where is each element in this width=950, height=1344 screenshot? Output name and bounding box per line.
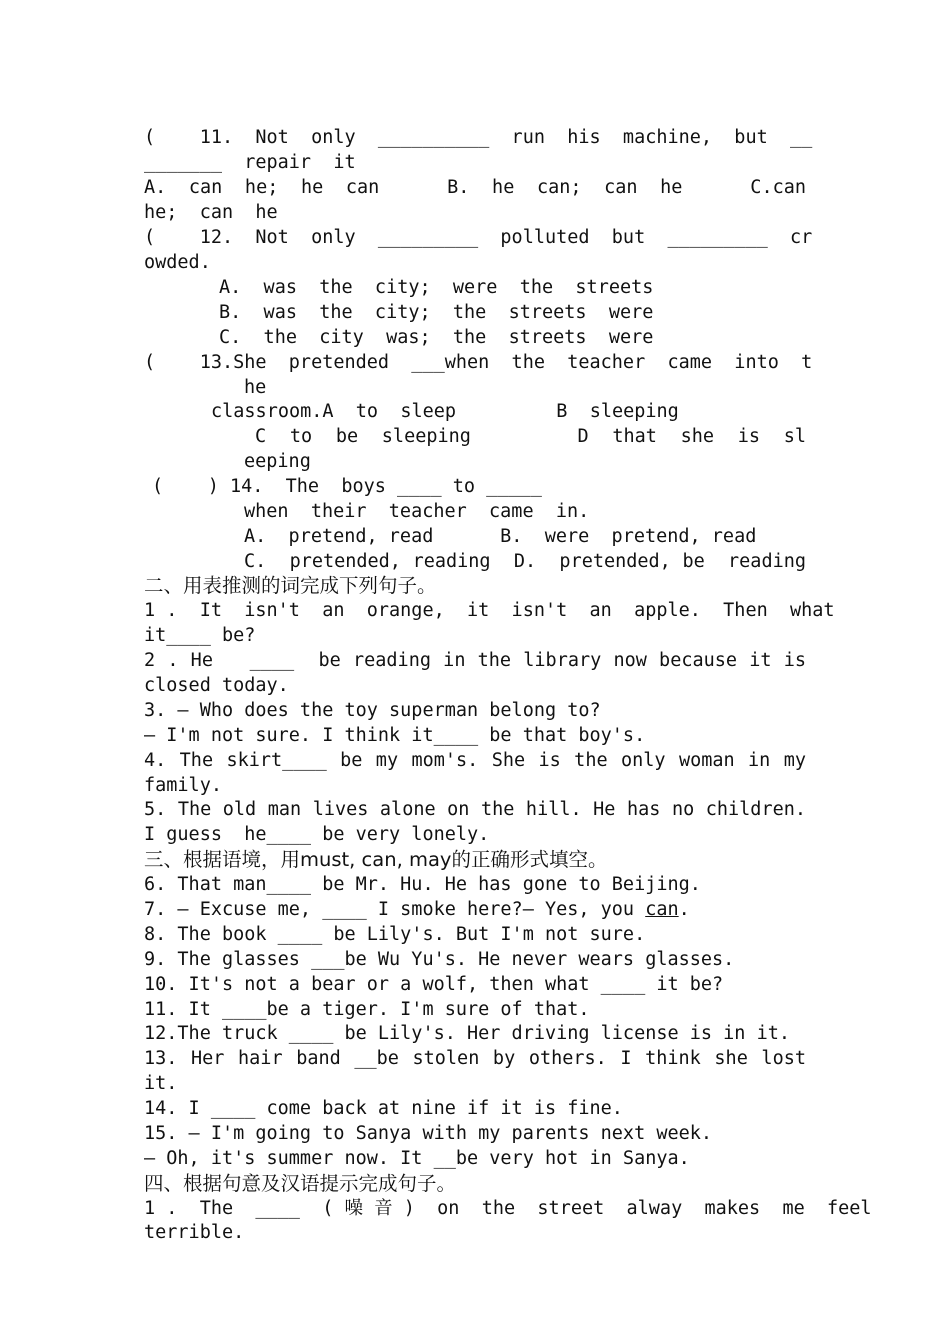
text-line: 4. The skirt____ be my mom's. She is the only woman in my bbox=[144, 750, 806, 771]
underlined-answer: can bbox=[645, 899, 679, 920]
text-line: it____ be? bbox=[144, 625, 256, 646]
option-line: classroom.A to sleep B sleeping bbox=[211, 401, 679, 422]
text-line: closed today. bbox=[144, 675, 289, 696]
option-line: A. was the city; were the streets bbox=[219, 277, 654, 298]
text-line: owded. bbox=[144, 252, 211, 273]
section-heading: 三、根据语境，用must, can, may的正确形式填空。 bbox=[144, 848, 608, 871]
line-period: . bbox=[678, 899, 690, 920]
text-line: 10. It's not a bear or a wolf, then what ____ it be? bbox=[144, 974, 724, 995]
text-line: 12.The truck ____ be Lily's. Her driving license is in it. bbox=[144, 1023, 791, 1044]
option-line: A. pretend, read B. were pretend, read bbox=[244, 526, 757, 547]
text-line: 15. — I'm going to Sanya with my parents next week. bbox=[144, 1123, 713, 1144]
line-text: 7. — Excuse me, ____ I smoke here?— Yes, you bbox=[144, 899, 646, 920]
text-line: ( 13.She pretended ___when the teacher came into t bbox=[144, 352, 813, 373]
text-line: ( ) 14. The boys ____ to _____ bbox=[152, 476, 542, 497]
text-line: 1 . The ____ ( 噪 音 ) on the street alway makes me feel bbox=[144, 1198, 872, 1219]
text-line: he; can he bbox=[144, 202, 278, 223]
option-line: C to be sleeping D that she is sl bbox=[255, 426, 806, 447]
text-line bbox=[144, 897, 690, 922]
text-line: _______ repair it bbox=[144, 152, 356, 173]
option-line: C. pretended, reading D. pretended, be reading bbox=[244, 551, 806, 572]
text-line: I guess he____ be very lonely. bbox=[144, 824, 490, 845]
text-line: 13. Her hair band __be stolen by others. I think she lost bbox=[144, 1048, 806, 1069]
text-line: terrible. bbox=[144, 1222, 245, 1243]
option-line: C. the city was; the streets were bbox=[219, 327, 654, 348]
section-heading: 二、用表推测的词完成下列句子。 bbox=[144, 574, 437, 597]
text-line: — Oh, it's summer now. It __be very hot in Sanya. bbox=[144, 1148, 690, 1169]
text-line: — I'm not sure. I think it____ be that boy's. bbox=[144, 725, 646, 746]
text-line: 6. That man____ be Mr. Hu. He has gone to Beijing. bbox=[144, 874, 701, 895]
text-line: 8. The book ____ be Lily's. But I'm not sure. bbox=[144, 924, 646, 945]
option-line: B. was the city; the streets were bbox=[219, 302, 654, 323]
text-line: 5. The old man lives alone on the hill. He has no children. bbox=[144, 799, 806, 820]
text-line: it. bbox=[144, 1073, 178, 1094]
text-line: he bbox=[244, 377, 267, 398]
text-line: 2 . He ____ be reading in the library now because it is bbox=[144, 650, 806, 671]
text-line: 9. The glasses ___be Wu Yu's. He never wears glasses. bbox=[144, 949, 735, 970]
text-line: A. can he; he can B. he can; can he C.can bbox=[144, 177, 806, 198]
text-line: ( 11. Not only __________ run his machine, but __ bbox=[144, 127, 813, 148]
section-heading: 四、根据句意及汉语提示完成句子。 bbox=[144, 1172, 457, 1195]
text-line: ( 12. Not only _________ polluted but _________ cr bbox=[144, 227, 813, 248]
text-line: 14. I ____ come back at nine if it is fine. bbox=[144, 1098, 623, 1119]
text-line: family. bbox=[144, 775, 222, 796]
text-line: when their teacher came in. bbox=[244, 501, 590, 522]
text-line: 3. — Who does the toy superman belong to? bbox=[144, 700, 601, 721]
text-line: 11. It ____be a tiger. I'm sure of that. bbox=[144, 999, 590, 1020]
text-line: 1 . It isn't an orange, it isn't an apple. Then what bbox=[144, 600, 835, 621]
text-line: eeping bbox=[244, 451, 311, 472]
